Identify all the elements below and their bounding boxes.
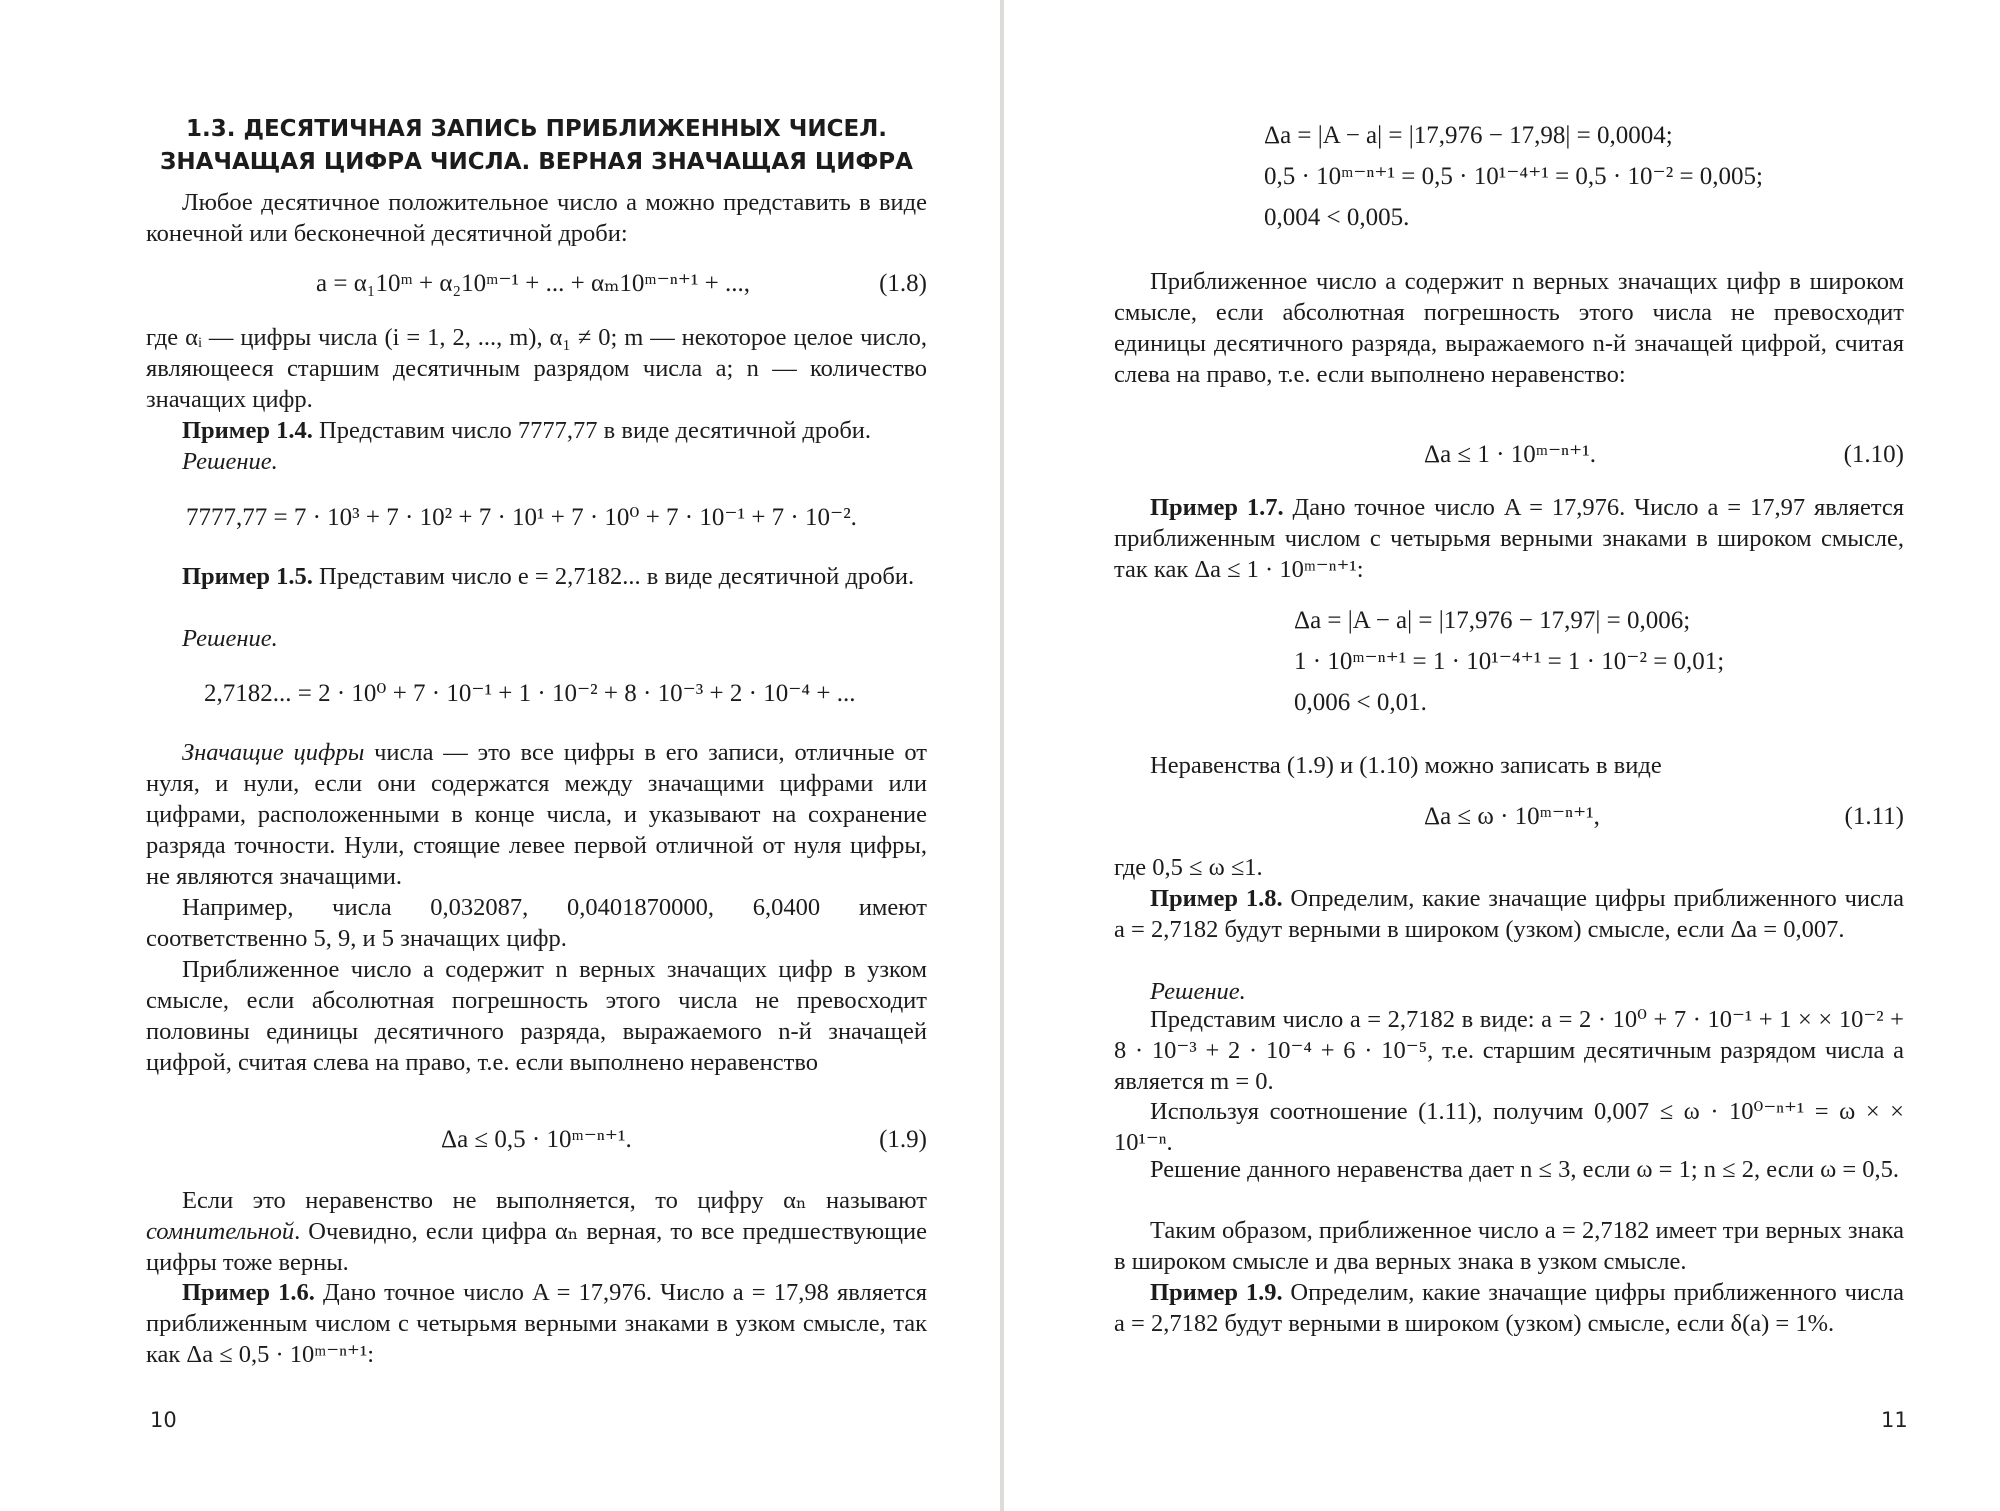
formula-1-8 [146, 268, 927, 299]
formula-1-8-text: a = α₁10ᵐ + α₂10ᵐ⁻¹ + ... + αₘ10ᵐ⁻ⁿ⁺¹ + ..., [316, 270, 751, 297]
solution-label-2: Решение. [182, 625, 278, 652]
formula-1-10-number: (1.10) [1843, 441, 1904, 468]
heading-line-1: 1.3. ДЕСЯТИЧНАЯ ЗАПИСЬ ПРИБЛИЖЕННЫХ ЧИСЕЛ. [185, 116, 888, 142]
formula-1-11 [1114, 801, 1904, 832]
intro-paragraph: Любое десятичное положительное число a можно представить в виде конечной или бесконечной десятичной дроби: [146, 189, 927, 247]
example-1-6 [146, 1277, 927, 1370]
example-numbers-paragraph: Например, числа 0,032087, 0,0401870000, 6,0400 имеют соответственно 5, 9, и 5 значащих цифр. [146, 894, 927, 952]
formula-1-9 [146, 1124, 927, 1155]
heading-line-2: ЗНАЧАЩАЯ ЦИФРА ЧИСЛА. ВЕРНАЯ ЗНАЧАЩАЯ ЦИФРА [160, 149, 913, 175]
formula-example-1-5: 2,7182... = 2 · 10⁰ + 7 · 10⁻¹ + 1 · 10⁻² + 8 · 10⁻³ + 2 · 10⁻⁴ + ... [204, 680, 856, 707]
significant-digits-paragraph: Значащие цифры числа — это все цифры в его записи, отличные от нуля, и нули, если они содержатся между значащими цифрами или цифрами, расположенными в конце числа, и указывают на сохранение разряда точности. Нули, стоящие левее первой отличной от нуля цифры, не являются значащими. [146, 739, 927, 890]
decomposition-paragraph: Представим число a = 2,7182 в виде: a = 2 · 10⁰ + 7 · 10⁻¹ + 1 × × 10⁻² + 8 · 10⁻³ + 2 · 10⁻⁴ + 6 · 10⁻⁵, т.е. старшим десятичным разрядом числа a является m = 0. [1114, 1006, 1904, 1095]
formula-1-10 [1114, 439, 1904, 470]
section-heading [146, 113, 927, 179]
doubtful-digit-paragraph: Если это неравенство не выполняется, то цифру αₙ называют сомнительной. Очевидно, если цифра αₙ верная, то все предшествующие цифры тоже верны. [146, 1187, 927, 1276]
formula-1-10-text: Δa ≤ 1 · 10ᵐ⁻ⁿ⁺¹. [1424, 441, 1596, 468]
wide-sense-paragraph: Приближенное число a содержит n верных значащих цифр в широком смысле, если абсолютная погрешность этого числа не превосходит единицы десятичного разряда, выражаемого n-й значащей цифрой, считая слева на право, т.е. если выполнено неравенство: [1114, 268, 1904, 388]
example-1-4-label: Пример 1.4. [182, 417, 313, 444]
significant-digits-term: Значащие цифры [182, 739, 365, 766]
formula-example-1-4: 7777,77 = 7 · 10³ + 7 · 10² + 7 · 10¹ + 7 · 10⁰ + 7 · 10⁻¹ + 7 · 10⁻². [186, 504, 857, 531]
example-1-5-label: Пример 1.5. [182, 563, 313, 590]
right-page [1004, 0, 2000, 1511]
example-1-9-text: Определим, какие значащие цифры приближенного числа a = 2,7182 будут верными в широком (узком) смысле, если δ(a) = 1%. [1114, 1279, 1904, 1337]
formula-1-11-number: (1.11) [1844, 803, 1904, 830]
solution-label-3: Решение. [1150, 978, 1246, 1005]
example-1-9 [1114, 1277, 1904, 1339]
formula-1-9-text: Δa ≤ 0,5 · 10ᵐ⁻ⁿ⁺¹. [441, 1126, 632, 1153]
page-number-right: 11 [1881, 1408, 1908, 1432]
inequalities-paragraph: Неравенства (1.9) и (1.10) можно записать в виде [1150, 752, 1662, 779]
formula-block-example-1-6: Δa = |A − a| = |17,976 − 17,98| = 0,0004; 0,5 · 10ᵐ⁻ⁿ⁺¹ = 0,5 · 10¹⁻⁴⁺¹ = 0,5 · 10⁻² = 0,005; 0,004 < 0,005. [1264, 122, 1763, 231]
example-1-8-label: Пример 1.8. [1150, 885, 1283, 912]
example-1-6-label: Пример 1.6. [182, 1279, 315, 1306]
example-1-7-label: Пример 1.7. [1150, 494, 1284, 521]
example-1-9-label: Пример 1.9. [1150, 1279, 1283, 1306]
page-number-left: 10 [150, 1408, 177, 1432]
example-1-8 [1114, 883, 1904, 945]
doubtful-term: сомнительной [146, 1218, 295, 1245]
example-1-5-text: Представим число e = 2,7182... в виде десятичной дроби. [319, 563, 915, 590]
formula-1-8-number: (1.8) [879, 270, 927, 297]
narrow-sense-paragraph: Приближенное число a содержит n верных значащих цифр в узком смысле, если абсолютная погрешность этого числа не превосходит половины единицы десятичного разряда, выражаемого n-й значащей цифрой, считая слева на право, т.е. если выполнено неравенство [146, 956, 927, 1076]
example-1-5 [146, 561, 927, 592]
example-1-8-text: Определим, какие значащие цифры приближенного числа a = 2,7182 будут верными в широком (узком) смысле, если Δa = 0,007. [1114, 885, 1904, 943]
inequality-solution-paragraph: Решение данного неравенства дает n ≤ 3, если ω = 1; n ≤ 2, если ω = 0,5. [1150, 1156, 1900, 1183]
example-1-7 [1114, 492, 1904, 585]
conclusion-paragraph: Таким образом, приближенное число a = 2,7182 имеет три верных знака в широком смысле и два верных знака в узком смысле. [1114, 1217, 1904, 1275]
example-1-7-text: Дано точное число A = 17,976. Число a = 17,97 является приближенным числом с четырьмя верными знаками в широком смысле, так как Δa ≤ 1 · 10ᵐ⁻ⁿ⁺¹: [1114, 494, 1904, 583]
example-1-4 [146, 415, 927, 446]
solution-label-1: Решение. [182, 448, 278, 475]
omega-range-line: где 0,5 ≤ ω ≤1. [1114, 854, 1263, 881]
definitions-paragraph: где αᵢ — цифры числа (i = 1, 2, ..., m), α₁ ≠ 0; m — некоторое целое число, являющееся старшим десятичным разрядом числа a; n — количество значащих цифр. [146, 324, 927, 413]
example-1-4-text: Представим число 7777,77 в виде десятичной дроби. [319, 417, 872, 444]
formula-1-9-number: (1.9) [879, 1126, 927, 1153]
formula-block-example-1-7: Δa = |A − a| = |17,976 − 17,97| = 0,006; 1 · 10ᵐ⁻ⁿ⁺¹ = 1 · 10¹⁻⁴⁺¹ = 1 · 10⁻² = 0,01; 0,006 < 0,01. [1294, 607, 1725, 716]
formula-1-11-text: Δa ≤ ω · 10ᵐ⁻ⁿ⁺¹, [1424, 803, 1600, 830]
relation-paragraph: Используя соотношение (1.11), получим 0,007 ≤ ω · 10⁰⁻ⁿ⁺¹ = ω × × 10¹⁻ⁿ. [1114, 1098, 1904, 1156]
example-1-6-text: Дано точное число A = 17,976. Число a = 17,98 является приближенным числом с четырьмя верными знаками в узком смысле, так как Δa ≤ 0,5 · 10ᵐ⁻ⁿ⁺¹: [146, 1279, 927, 1368]
